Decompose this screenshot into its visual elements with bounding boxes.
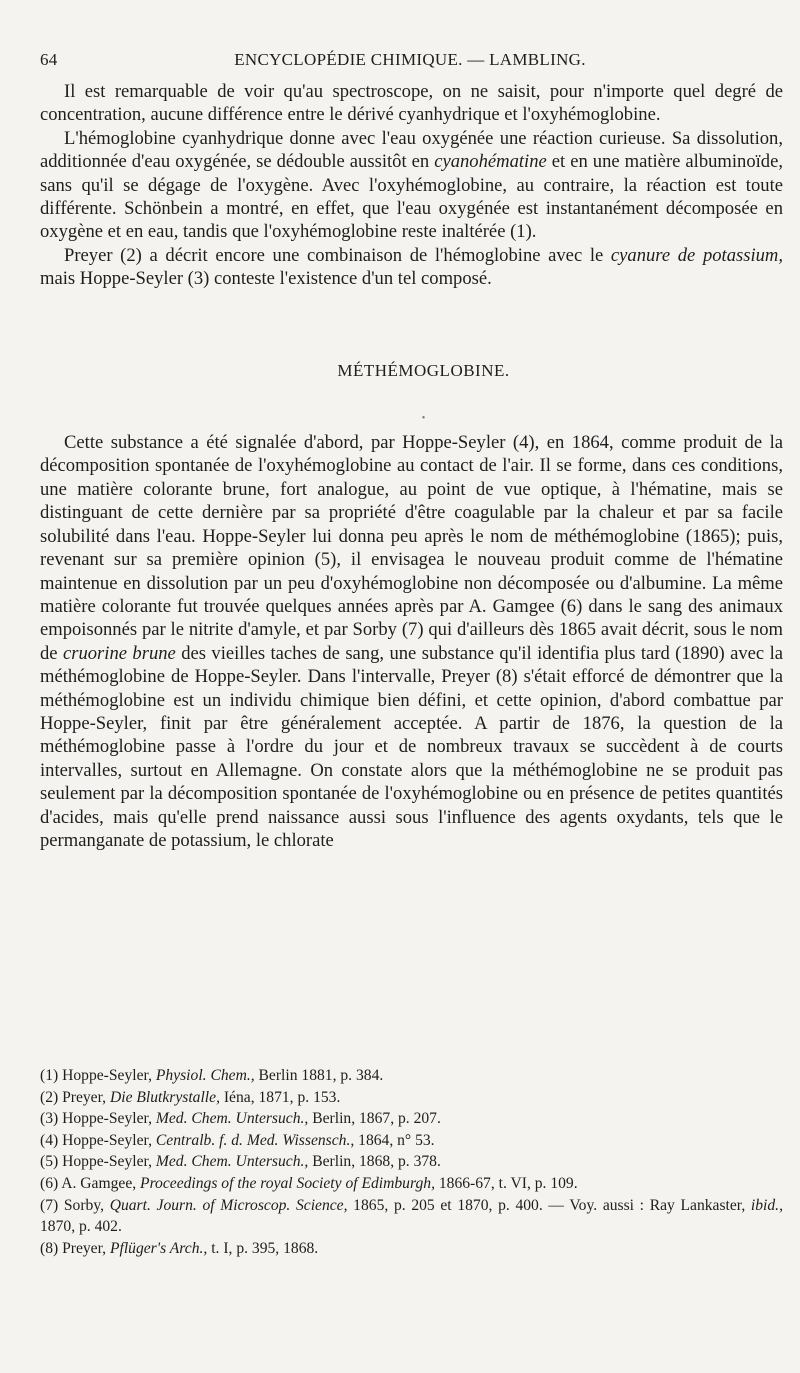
footnote	[40, 1195, 783, 1238]
emphasis-term: cruorine brune	[62, 642, 176, 664]
paragraph-text: Preyer (2) a décrit encore une combinaison de l'hémoglobine avec le	[64, 244, 611, 266]
footnote-title: Centralb. f. d. Med. Wissensch.,	[155, 1131, 355, 1149]
footnote-text: t. I, p. 395, 1868.	[207, 1239, 319, 1257]
paragraph-text: L'hémoglobine cyanhydrique donne avec l'eau oxygénée une réaction curieuse. Sa dissolution, additionnée d'eau oxygénée, se dédouble aussitôt en	[40, 127, 783, 173]
footnote	[40, 1130, 783, 1152]
section-title: MÉTHÉMOGLOBINE.	[337, 360, 510, 380]
footnote-title: ibid.,	[750, 1196, 783, 1214]
footnote-number: (5)	[40, 1153, 59, 1171]
footnote	[40, 1108, 783, 1130]
footnote-text: Berlin, 1867, p. 207.	[308, 1110, 441, 1128]
footnote-text: 1864, n° 53.	[354, 1131, 435, 1149]
ornament-dot: •	[421, 413, 426, 425]
footnote-text: Berlin 1881, p. 384.	[254, 1067, 384, 1084]
footnote-number: (8)	[40, 1239, 59, 1257]
paragraph-text: et en une matière albuminoïde, sans qu'il se dégage de l'oxygène. Avec l'oxyhémoglobine, au contraire, la réaction est toute différente. Schönbein a montré, en effet, que l'eau oxygénée est instantanément décomposée en oxygène et en eau, tandis que l'oxyhémoglobine reste inaltérée (1).	[40, 151, 783, 243]
footnote-title: Die Blutkrystalle,	[109, 1088, 220, 1106]
footnote	[40, 1151, 783, 1173]
footnote	[40, 1238, 783, 1260]
paragraph	[40, 431, 783, 852]
emphasis-term: cyanure de potassium,	[610, 244, 784, 266]
main-text	[40, 80, 783, 852]
paragraph	[40, 80, 783, 127]
footnote-number: (3)	[40, 1110, 59, 1128]
spacer	[40, 424, 783, 431]
footnote-text: Preyer,	[62, 1088, 110, 1106]
footnote	[40, 1087, 783, 1109]
spacer	[40, 382, 783, 414]
running-head: ENCYCLOPÉDIE CHIMIQUE. — LAMBLING.	[234, 50, 586, 69]
footnote-text: 1866-67, t. VI, p. 109.	[434, 1174, 578, 1192]
footnote	[40, 1065, 783, 1087]
footnote-number: (2)	[40, 1088, 59, 1106]
footnote-text: Hoppe-Seyler,	[62, 1067, 156, 1084]
footnote-text: Iéna, 1871, p. 153.	[219, 1088, 341, 1106]
footnote-number: (6)	[40, 1174, 59, 1192]
paragraph	[40, 244, 783, 291]
footnote-text: Berlin, 1868, p. 378.	[308, 1153, 441, 1171]
footnote-title: Quart. Journ. of Microscop. Science,	[109, 1196, 348, 1214]
footnotes	[40, 1065, 783, 1259]
page-number: 64	[40, 50, 58, 69]
footnote-title: Proceedings of the royal Society of Edimburgh,	[140, 1174, 435, 1192]
footnote-text: Hoppe-Seyler,	[62, 1153, 156, 1171]
page-header	[40, 46, 780, 72]
footnote-text: 1865, p. 205 et 1870, p. 400. — Voy. aussi : Ray Lankaster,	[347, 1196, 751, 1214]
spacer	[40, 291, 783, 359]
footnote-number: (4)	[40, 1131, 59, 1149]
footnote-text: Hoppe-Seyler,	[62, 1131, 156, 1149]
footnote-text: Sorby,	[63, 1196, 110, 1214]
footnote-title: Physiol. Chem.,	[155, 1067, 255, 1084]
paragraph-text: mais Hoppe-Seyler (3) conteste l'existence d'un tel composé.	[40, 268, 492, 290]
paragraph-text: des vieilles taches de sang, une substance qu'il identifia plus tard (1890) avec la méthémoglobine de Hoppe-Seyler. Dans l'intervalle, Preyer (8) s'était efforcé de démontrer que la méthémoglobine est un individu chimique bien défini, et cette opinion, d'abord combattue par Hoppe-Seyler, finit par être généralement acceptée. A partir de 1876, la question de la méthémoglobine passe à l'ordre du jour et de nombreux travaux se succèdent à de courts intervalles, surtout en Allemagne. On constate alors que la méthémoglobine ne se produit pas seulement par la décomposition spontanée de l'oxyhémoglobine ou en présence de petites quantités d'acides, mais qu'elle prend naissance aussi sous l'influence des agents oxydants, tels que le permanganate de potassium, le chlorate	[40, 642, 784, 851]
footnote-title: Med. Chem. Untersuch.,	[155, 1110, 309, 1128]
footnote-text: Hoppe-Seyler,	[62, 1110, 156, 1128]
footnote-text: A. Gamgee,	[61, 1174, 141, 1192]
footnote-text: Preyer,	[62, 1239, 110, 1257]
paragraph-text: Cette substance a été signalée d'abord, par Hoppe-Seyler (4), en 1864, comme produit de la décomposition spontanée de l'oxyhémoglobine au contact de l'air. Il se forme, dans ces conditions, une matière colorante brune, fort analogue, au point de vue optique, à l'hématine, mais se distinguant de cette dernière par sa propriété d'être coagulable par la chaleur et par sa facile solubilité dans l'eau. Hoppe-Seyler lui donna peu après le nom de méthémoglobine (1865); puis, revenant sur sa première opinion (5), il envisagea le nouveau produit comme de l'hématine maintenue en dissolution par un peu d'oxyhémoglobine non décomposée ou d'albumine. La même matière colorante fut trouvée quelques années après par A. Gamgee (6) dans le sang des animaux empoisonnés par le nitrite d'amyle, et par Sorby (7) qui d'ailleurs dès 1865 avait décrit, sous le nom de	[40, 432, 783, 664]
paragraph-text: Il est remarquable de voir qu'au spectroscope, on ne saisit, pour n'importe quel degré de concentration, aucune différence entre le dérivé cyanhydrique et l'oxyhémoglobine.	[40, 81, 783, 126]
footnote-number: (1)	[40, 1067, 59, 1084]
footnote-title: Med. Chem. Untersuch.,	[155, 1153, 309, 1171]
footnote-number: (7)	[40, 1196, 59, 1214]
emphasis-term: cyanohématine	[434, 151, 547, 173]
footnote	[40, 1173, 783, 1195]
footnote-text: 1870, p. 402.	[40, 1218, 122, 1236]
paragraph	[40, 127, 783, 244]
footnote-title: Pflüger's Arch.,	[109, 1239, 208, 1257]
